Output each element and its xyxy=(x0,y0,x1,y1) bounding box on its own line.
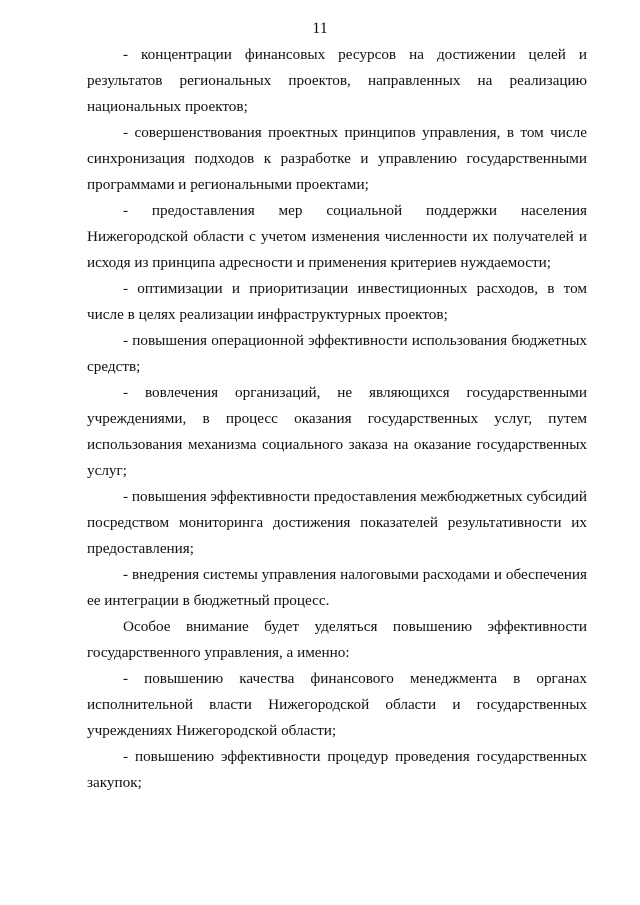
paragraph-procurement: - повышению эффективности процедур проведения государственных закупок; xyxy=(87,748,587,791)
paragraph-tax-expenditures: - внедрения системы управления налоговыми расходами и обеспечения ее интеграции в бюджетный процесс. xyxy=(87,566,587,609)
paragraph-social-order: - вовлечения организаций, не являющихся государственными учреждениями, в процесс оказания государственных услуг, путем использования механизма социального заказа на оказание государственных услуг; xyxy=(87,384,587,479)
paragraph-interbudget-subsidies: - повышения эффективности предоставления межбюджетных субсидий посредством мониторинга достижения показателей результативности их предоставления; xyxy=(87,488,587,557)
paragraph-operational-efficiency: - повышения операционной эффективности использования бюджетных средств; xyxy=(87,332,587,375)
paragraph-investment-optimization: - оптимизации и приоритизации инвестиционных расходов, в том числе в целях реализации инфраструктурных проектов; xyxy=(87,280,587,323)
paragraph-project-principles: - совершенствования проектных принципов управления, в том числе синхронизация подходов к разработке и управлению государственными программами и региональными проектами; xyxy=(87,124,587,193)
paragraph-financial-management: - повышению качества финансового менеджмента в органах исполнительной власти Нижегородской области и государственных учреждениях Нижегородской области; xyxy=(87,670,587,739)
document-body xyxy=(87,42,587,796)
paragraph-concentration-of-resources: - концентрации финансовых ресурсов на достижении целей и результатов региональных проектов, направленных на реализацию национальных проектов; xyxy=(87,46,587,115)
paragraph-special-attention: Особое внимание будет уделяться повышению эффективности государственного управления, а именно: xyxy=(87,618,587,661)
paragraph-social-support: - предоставления мер социальной поддержки населения Нижегородской области с учетом изменения численности их получателей и исходя из принципа адресности и применения критериев нуждаемости; xyxy=(87,202,587,271)
page-number: 11 xyxy=(312,20,328,37)
